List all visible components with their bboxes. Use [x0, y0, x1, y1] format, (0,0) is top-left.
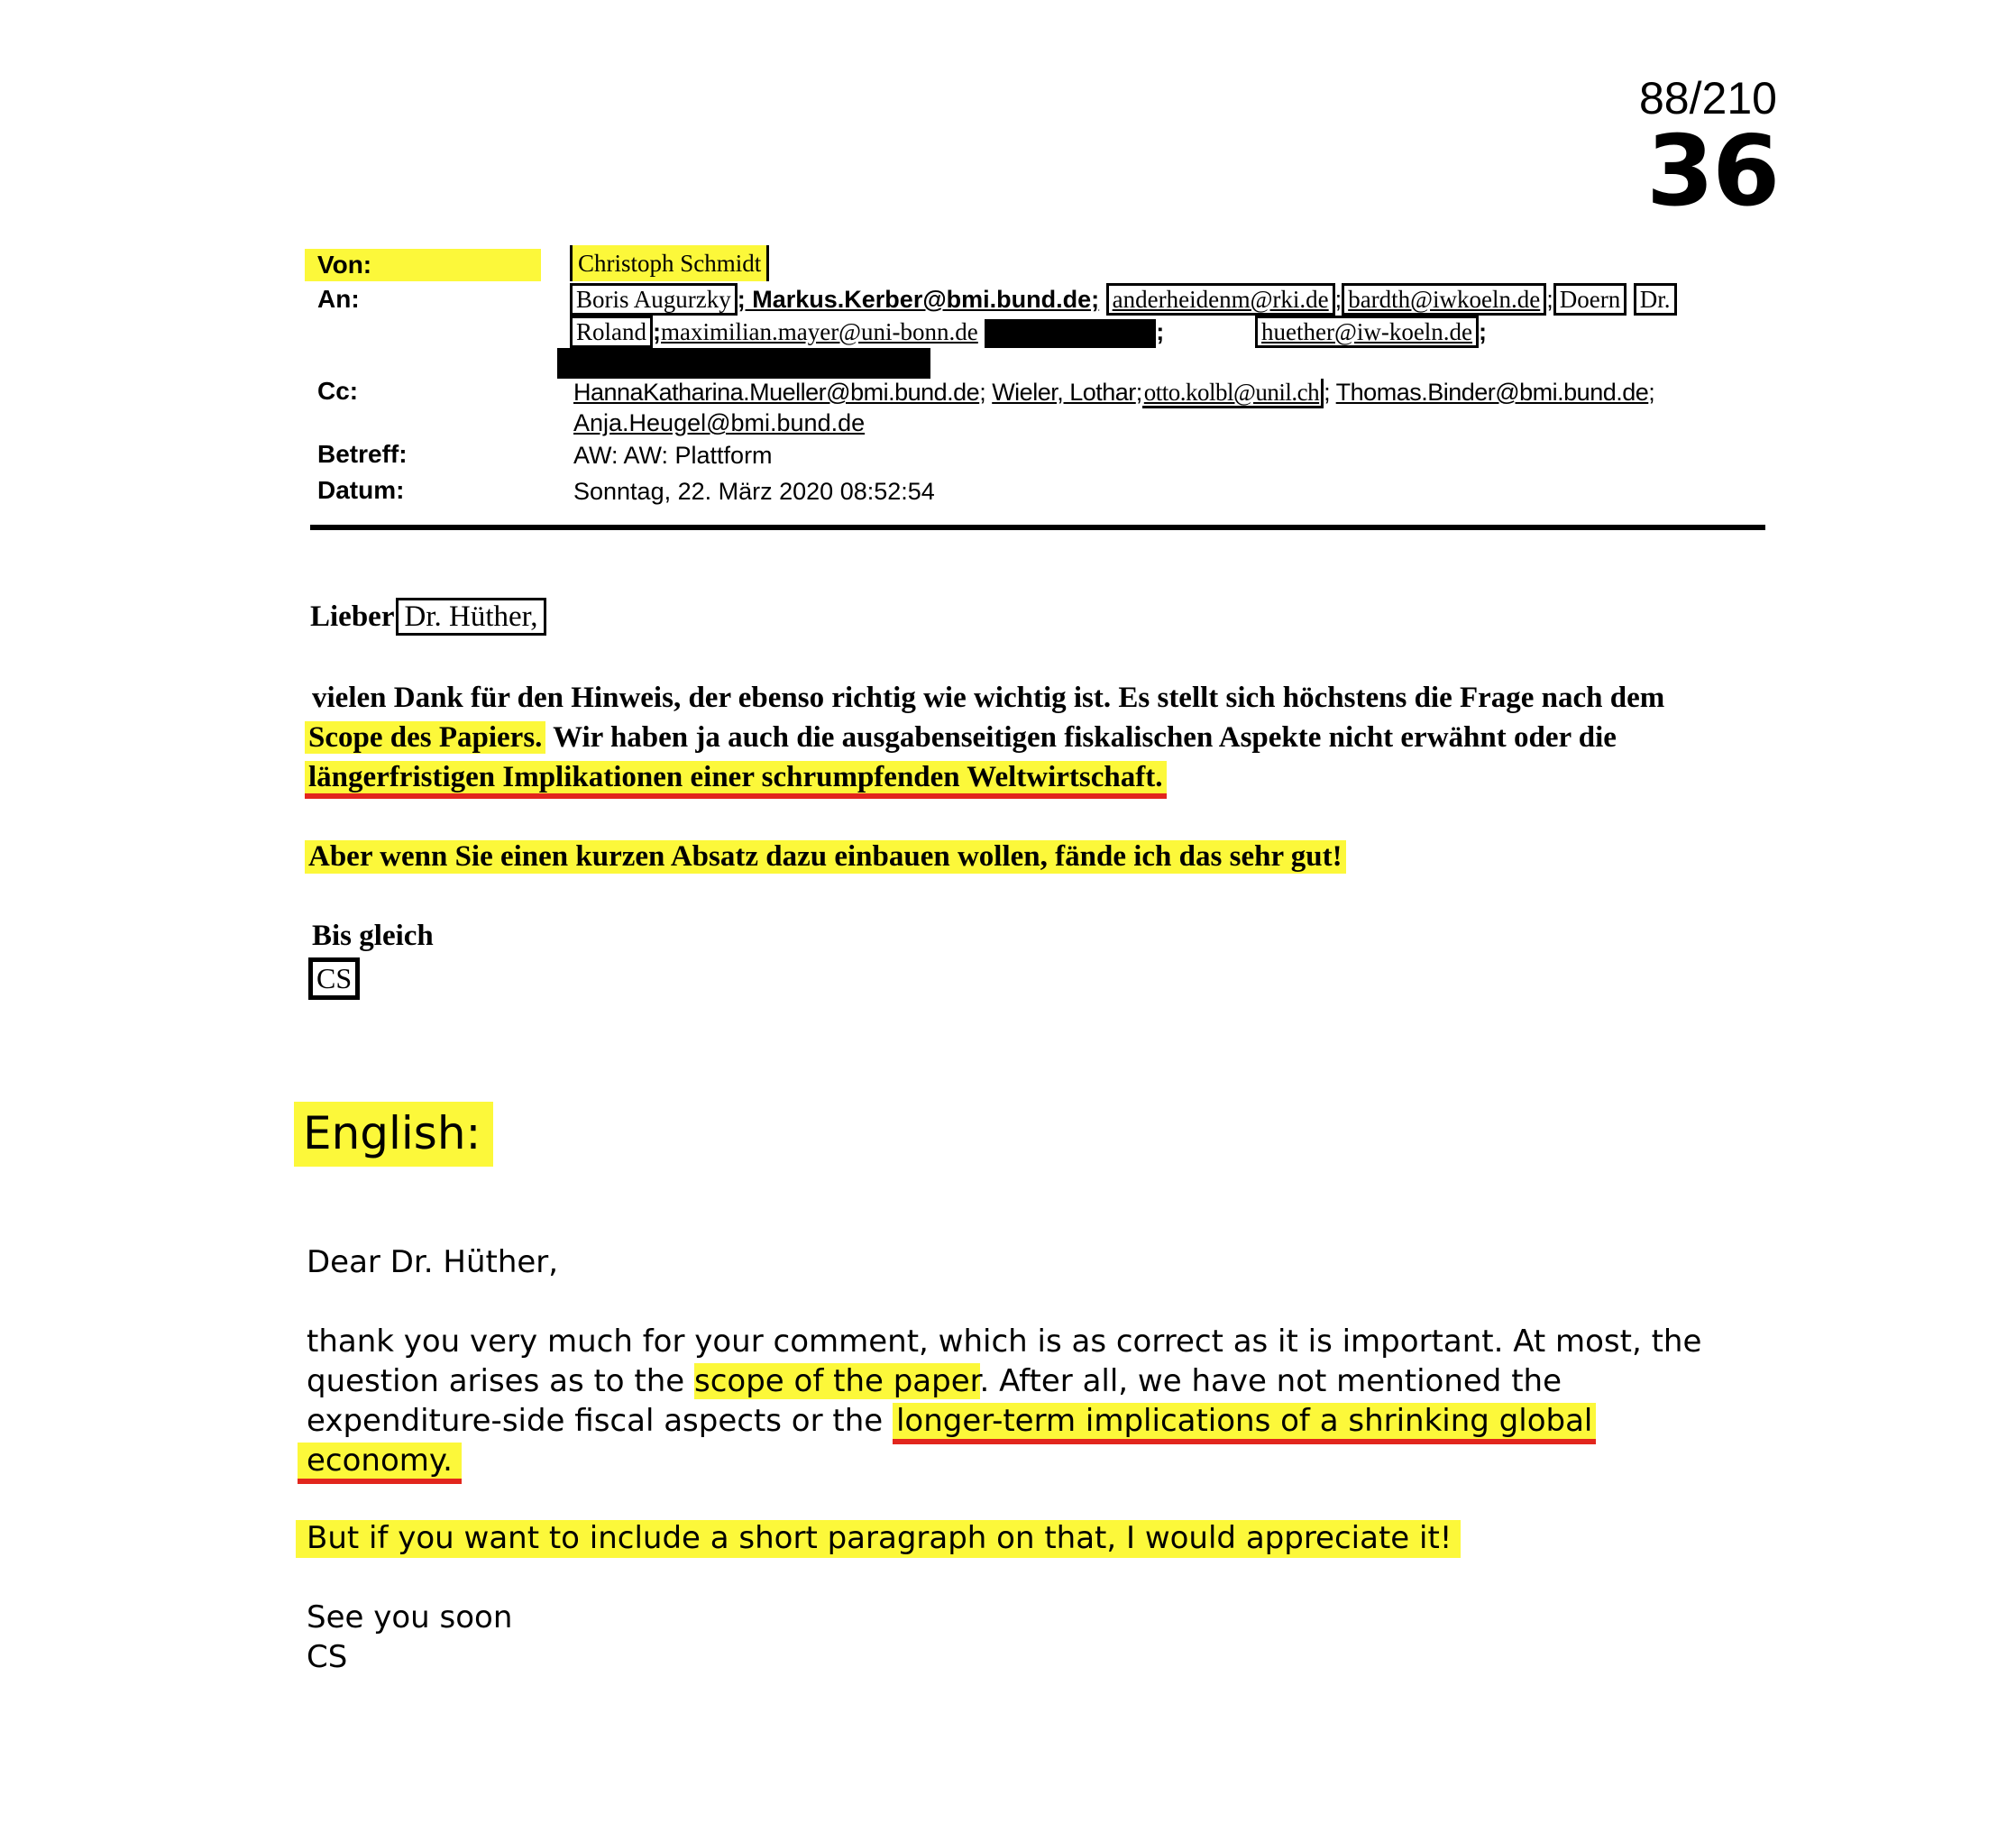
subject-value: AW: AW: Plattform — [573, 442, 773, 469]
recipients-line-1: Boris Augurzky ; Markus.Kerber@bmi.bund.de; anderheidenm@rki.de ; bardth@iwkoeln.de ; Doern Dr. — [570, 283, 1677, 316]
von-label: Von: — [317, 251, 372, 279]
german-highlight-scope: Scope des Papiers. — [305, 721, 545, 754]
cc-line-1: HannaKatharina.Mueller@bmi.bund.de; Wieler, Lothar;otto.kolbl@unil.ch ; Thomas.Binder@bmi.bund.de; — [573, 379, 1654, 407]
an-label: An: — [317, 285, 360, 313]
german-signature: CS — [308, 957, 360, 1000]
recipient-kerber[interactable]: ; Markus.Kerber@bmi.bund.de; — [737, 286, 1100, 313]
recipients-line-2-end: huether@iw-koeln.de ; — [1255, 316, 1487, 348]
cc-heugel[interactable]: Anja.Heugel@bmi.bund.de — [573, 409, 866, 436]
english-p1-line1: thank you very much for your comment, which is as correct as it is important. At most, the — [307, 1324, 1702, 1360]
english-closing: See you soon — [307, 1599, 513, 1635]
recipient-mayer[interactable]: maximilian.mayer@uni-bonn.de — [661, 318, 978, 345]
recipient-roland: Roland — [570, 316, 653, 348]
cc-wieler[interactable]: Wieler, Lothar — [992, 379, 1136, 406]
page-counter: 88/210 — [1639, 73, 1777, 124]
german-salutation: Lieber Dr. Hüther, — [310, 600, 546, 634]
english-heading: English: — [294, 1102, 493, 1167]
header-divider — [310, 525, 1765, 530]
recipients-line-2: Roland ;maximilian.mayer@uni-bonn.de ; — [570, 316, 1164, 348]
recipient-huether[interactable]: huether@iw-koeln.de — [1255, 316, 1479, 348]
english-highlight-scope: scope of the paper — [694, 1363, 980, 1399]
german-highlight-implications: längerfristigen Implikationen einer schrumpfenden Weltwirtschaft. — [305, 761, 1167, 799]
recipient-augurzky: Boris Augurzky — [570, 283, 738, 316]
english-signature: CS — [307, 1639, 348, 1675]
redaction-bar — [985, 319, 1156, 348]
cc-mueller[interactable]: HannaKatharina.Mueller@bmi.bund.de — [573, 379, 980, 406]
german-closing: Bis gleich — [312, 920, 434, 952]
datum-label: Datum: — [317, 476, 405, 504]
german-p1-line2: Scope des Papiers. Wir haben ja auch die ausgabenseitigen fiskalischen Aspekte nicht erwähnt oder die — [305, 721, 1617, 755]
date-value: Sonntag, 22. März 2020 08:52:54 — [573, 478, 935, 505]
sender-name: Christoph Schmidt — [570, 245, 769, 281]
redaction-bar — [557, 348, 930, 379]
german-p2: Aber wenn Sie einen kurzen Absatz dazu einbauen wollen, fände ich das sehr gut! — [305, 840, 1346, 874]
recipient-doern: Doern — [1553, 283, 1627, 316]
cc-kolbl[interactable]: otto.kolbl@unil.ch — [1142, 379, 1324, 408]
english-p1-line2: question arises as to the scope of the paper. After all, we have not mentioned the — [307, 1363, 1562, 1399]
english-salutation: Dear Dr. Hüther, — [307, 1244, 559, 1280]
recipient-anderheiden[interactable]: anderheidenm@rki.de — [1106, 283, 1335, 316]
recipient-dr: Dr. — [1634, 283, 1677, 316]
german-p1-line1: vielen Dank für den Hinweis, der ebenso richtig wie wichtig ist. Es stellt sich höchstens die Frage nach dem — [312, 682, 1665, 714]
betreff-label: Betreff: — [317, 440, 408, 468]
cc-label: Cc: — [317, 377, 359, 405]
english-p1-line4 — [298, 1443, 462, 1479]
english-p2: But if you want to include a short paragraph on that, I would appreciate it! — [296, 1520, 1461, 1558]
english-highlight-implications: longer-term implications of a shrinking global — [893, 1403, 1596, 1444]
german-p1-line3 — [305, 761, 1167, 794]
english-highlight-economy: economy. — [298, 1443, 462, 1484]
english-p1-line3: expenditure-side fiscal aspects or the longer-term implications of a shrinking global — [307, 1403, 1596, 1439]
cc-binder[interactable]: Thomas.Binder@bmi.bund.de — [1335, 379, 1649, 406]
page-number: 36 — [1646, 115, 1779, 228]
german-salutation-name: Dr. Hüther, — [396, 598, 545, 636]
recipient-bardt[interactable]: bardth@iwkoeln.de — [1342, 283, 1546, 316]
